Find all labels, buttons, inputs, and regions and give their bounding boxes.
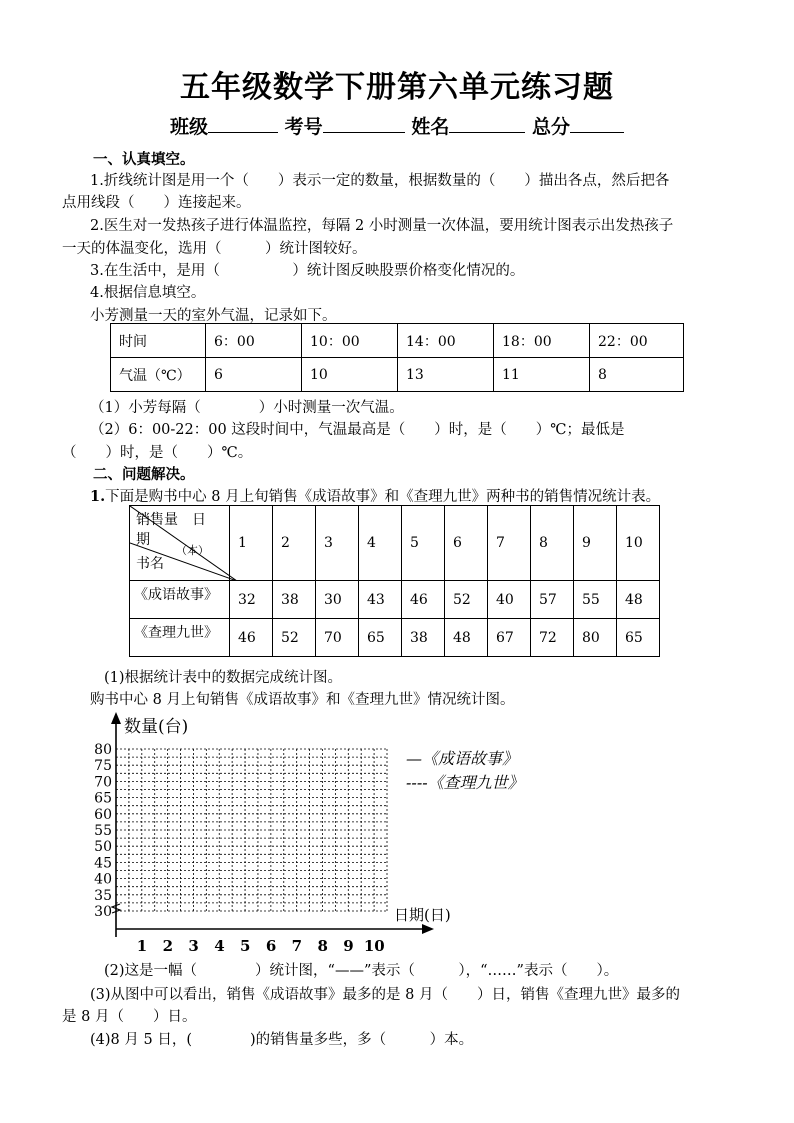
q3-text: 3.在生活中，是用（ ）统计图反映股票价格变化情况的。 xyxy=(90,263,525,279)
table-cell: 22：00 xyxy=(590,324,684,358)
table-cell: 52 xyxy=(273,619,316,657)
table-cell: 80 xyxy=(574,619,617,657)
y-tick-label: 75 xyxy=(94,758,112,775)
x-tick-label: 7 xyxy=(291,937,303,955)
table-cell: 6：00 xyxy=(206,324,302,358)
table-cell: 52 xyxy=(445,581,488,619)
name-blank[interactable] xyxy=(449,113,525,133)
table-cell: 32 xyxy=(230,581,273,619)
x-tick-label: 3 xyxy=(188,937,199,955)
q4-sub2-line1: （2）6：00-22：00 这段时间中，气温最高是（ ）时，是（ ）℃；最低是 xyxy=(90,422,625,438)
table-cell: 46 xyxy=(230,619,273,657)
table-cell: 72 xyxy=(531,619,574,657)
chart-caption: 购书中心 8 月上旬销售《成语故事》和《查理九世》情况统计图。 xyxy=(90,692,515,708)
table-cell: 70 xyxy=(316,619,359,657)
y-axis-label: 数量(台) xyxy=(124,717,189,737)
x-tick-label: 5 xyxy=(240,937,251,955)
y-tick-label: 40 xyxy=(94,871,112,888)
table-row xyxy=(130,506,660,581)
corner-label-book: 书名 xyxy=(136,556,164,572)
corner-label-unit: （本） xyxy=(176,544,209,557)
table-cell: 11 xyxy=(494,358,590,392)
y-tick-label: 80 xyxy=(94,742,112,758)
y-tick-label: 30 xyxy=(94,904,112,920)
x-axis-label: 日期(日) xyxy=(394,906,451,924)
section1-heading: 一、认真填空。 xyxy=(93,152,195,168)
diagonal-header-cell xyxy=(130,506,230,581)
x-tick-label: 1 xyxy=(136,937,148,955)
table-cell: 57 xyxy=(531,581,574,619)
x-tick-label: 8 xyxy=(317,937,328,955)
q4-sub1: （1）小芳每隔（ ）小时测量一次气温。 xyxy=(90,400,404,416)
table-cell: 2 xyxy=(273,506,316,581)
name-label: 姓名 xyxy=(411,116,450,138)
problem1-sub1: (1)根据统计表中的数据完成统计图。 xyxy=(104,670,343,686)
x-tick-label: 2 xyxy=(162,937,174,955)
problem1-text xyxy=(90,485,660,506)
problem1-sub2: (2)这是一幅（ ）统计图，“——”表示（ ），“……”表示（ ）。 xyxy=(104,963,619,979)
y-tick-label: 60 xyxy=(94,806,112,823)
exam-blank[interactable] xyxy=(323,113,405,133)
axis-break-icon xyxy=(112,904,120,913)
score-blank[interactable] xyxy=(570,113,624,133)
table-cell: 14：00 xyxy=(398,324,494,358)
temperature-table xyxy=(110,323,684,392)
problem1-statement: 下面是购书中心 8 月上旬销售《成语故事》和《查理九世》两种书的销售情况统计表。 xyxy=(105,489,661,505)
student-info-line xyxy=(0,112,794,139)
table-row xyxy=(130,581,660,619)
problem1-sub3-line1: (3)从图中可以看出，销售《成语故事》最多的是 8 月（ ）日，销售《查理九世》最多的 xyxy=(90,987,680,1003)
table-row xyxy=(111,324,684,358)
table-cell: 43 xyxy=(359,581,402,619)
table-cell: 40 xyxy=(488,581,531,619)
x-axis-arrow xyxy=(422,924,434,934)
y-tick-label: 55 xyxy=(94,823,112,839)
table-cell: 46 xyxy=(402,581,445,619)
q2-line2: 一天的体温变化，选用（ ）统计图较好。 xyxy=(62,241,367,257)
table-row xyxy=(111,358,684,392)
table-cell: 9 xyxy=(574,506,617,581)
problem1-sub3-line2: 是 8 月（ ）日。 xyxy=(62,1009,197,1025)
score-label: 总分 xyxy=(531,116,570,138)
corner-label-period: 期 xyxy=(136,532,150,548)
q4-text: 4.根据信息填空。 xyxy=(90,285,206,301)
x-tick-label: 6 xyxy=(265,937,277,955)
y-tick-label: 70 xyxy=(94,774,112,791)
q2-line1: 2.医生对一发热孩子进行体温监控，每隔 2 小时测量一次体温，要用统计图表示出发热孩子 xyxy=(90,218,674,234)
table-cell: 4 xyxy=(359,506,402,581)
table-cell: 30 xyxy=(316,581,359,619)
table-cell: 55 xyxy=(574,581,617,619)
table-cell: 5 xyxy=(402,506,445,581)
x-tick-label: 4 xyxy=(214,937,225,955)
table-cell: 7 xyxy=(488,506,531,581)
table-cell: 10：00 xyxy=(302,324,398,358)
table-cell: 13 xyxy=(398,358,494,392)
table-cell: 38 xyxy=(273,581,316,619)
exam-label: 考号 xyxy=(284,116,323,138)
table-cell: 65 xyxy=(617,619,660,657)
y-tick-label: 65 xyxy=(94,790,112,807)
table-cell: 48 xyxy=(445,619,488,657)
problem1-number: 1. xyxy=(90,488,106,505)
q1-line2: 点用线段（ ）连接起来。 xyxy=(62,195,251,211)
section2-heading: 二、问题解决。 xyxy=(93,467,195,483)
book-name-cell: 《成语故事》 xyxy=(130,581,230,619)
table-cell: 10 xyxy=(617,506,660,581)
table-cell: 8 xyxy=(531,506,574,581)
table-cell: 3 xyxy=(316,506,359,581)
page-title: 五年级数学下册第六单元练习题 xyxy=(180,70,614,105)
legend-item: ----《查理九世》 xyxy=(406,773,524,792)
q4-sub2-line2: （ ）时，是（ ）℃。 xyxy=(62,445,253,461)
table-cell: 10 xyxy=(302,358,398,392)
table-cell: 6 xyxy=(445,506,488,581)
table-row xyxy=(130,619,660,657)
corner-label-sales: 销售量 日 xyxy=(136,512,206,528)
y-tick-label: 50 xyxy=(94,839,112,856)
class-label: 班级 xyxy=(170,116,209,138)
table-cell: 65 xyxy=(359,619,402,657)
class-blank[interactable] xyxy=(208,113,278,133)
q1-line1: 1.折线统计图是用一个（ ）表示一定的数量，根据数量的（ ）描出各点，然后把各 xyxy=(90,173,670,189)
problem1-sub4: (4)8 月 5 日，( )的销售量多些，多（ ）本。 xyxy=(90,1032,474,1048)
legend-item: —《成语故事》 xyxy=(406,749,519,768)
temp-header: 气温（℃） xyxy=(111,358,206,392)
time-header: 时间 xyxy=(111,324,206,358)
table-cell: 18：00 xyxy=(494,324,590,358)
x-tick-label: 9 xyxy=(343,937,354,955)
y-axis-arrow xyxy=(111,712,121,724)
chart-legend xyxy=(406,749,524,792)
table-cell: 8 xyxy=(590,358,684,392)
x-tick-label: 10 xyxy=(363,937,385,955)
q4-intro: 小芳测量一天的室外气温，记录如下。 xyxy=(90,308,337,324)
y-tick-label: 45 xyxy=(94,855,112,872)
sales-line-chart xyxy=(60,710,560,960)
table-cell: 38 xyxy=(402,619,445,657)
y-tick-label: 35 xyxy=(94,887,112,904)
book-name-cell: 《查理九世》 xyxy=(130,619,230,657)
table-cell: 6 xyxy=(206,358,302,392)
table-cell: 48 xyxy=(617,581,660,619)
sales-table xyxy=(129,505,660,657)
table-cell: 67 xyxy=(488,619,531,657)
table-cell: 1 xyxy=(230,506,273,581)
